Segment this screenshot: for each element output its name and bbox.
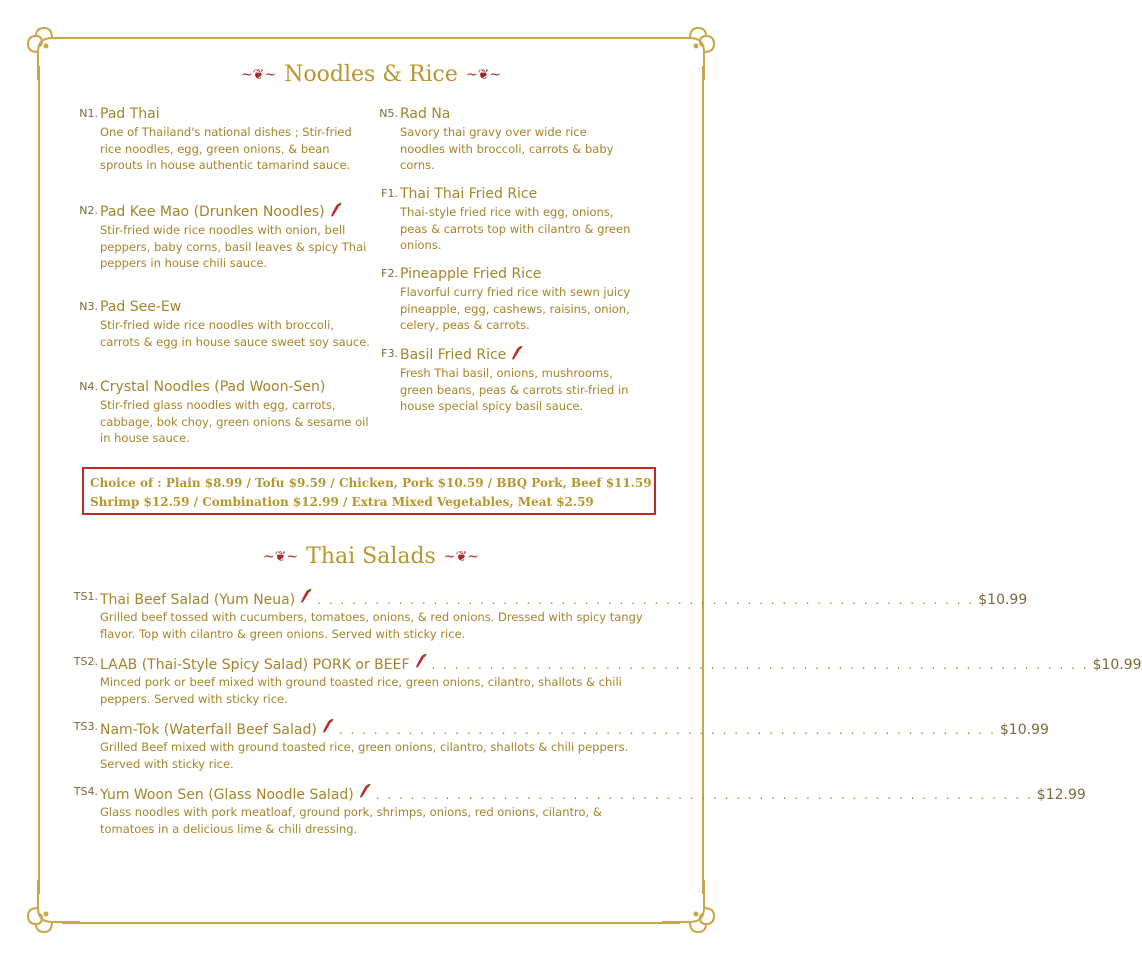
dot-leader: . . . . . . . . . . . . . . . . . . . . . . . . . . . . . . . . . . . . . . . . . . . . . . . . . . . . . . . . . (375, 788, 1033, 802)
item-code: TS1. (73, 590, 98, 603)
item-description: Minced pork or beef mixed with ground toasted rice, green onions, cilantro, shallots & chili peppers. Served with sticky rice. (100, 675, 622, 706)
corner-ornament-icon (660, 878, 720, 938)
menu-item-n4 (79, 378, 370, 447)
item-description: Savory thai gravy over wide rice noodles with broccoli, carrots & baby corns. (400, 125, 614, 172)
dot-leader: . . . . . . . . . . . . . . . . . . . . . . . . . . . . . . . . . . . . . . . . . . . . . . . . . . . . . . . . . (338, 723, 996, 737)
price-choice-box (82, 467, 656, 515)
frame-border-right (702, 66, 704, 894)
menu-item-ts3 (73, 718, 1049, 772)
item-code: TS4. (73, 785, 98, 798)
menu-item-ts2 (73, 653, 1142, 707)
menu-item-n2 (79, 202, 370, 272)
item-name: Thai Thai Fried Rice (400, 186, 538, 202)
choice-line-1: Choice of : Plain $8.99 / Tofu $9.59 / Chicken, Pork $10.59 / BBQ Pork, Beef $11.59 (90, 476, 652, 490)
menu-item-n5 (379, 105, 635, 174)
item-description: Fresh Thai basil, onions, mushrooms, green beans, peas & carrots stir-fried in house special spicy basil sauce. (400, 366, 629, 413)
chili-pepper-icon (510, 345, 524, 361)
section-title-text: Thai Salads (306, 544, 436, 569)
corner-ornament-icon (22, 878, 82, 938)
menu-item-f1 (381, 185, 635, 254)
frame-border-bottom (62, 922, 680, 924)
item-price: $10.99 (978, 592, 1028, 608)
section-title-text: Noodles & Rice (284, 62, 458, 87)
item-description: Stir-fried wide rice noodles with broccoli, carrots & egg in house sauce sweet soy sauce. (100, 318, 370, 349)
choice-line-2: Shrimp $12.59 / Combination $12.99 / Extra Mixed Vegetables, Meat $2.59 (90, 495, 594, 509)
menu-item-ts4 (73, 783, 1086, 837)
menu-item-f3 (381, 345, 635, 415)
menu-item-n1 (79, 105, 370, 174)
item-name: Crystal Noodles (Pad Woon-Sen) (100, 379, 326, 395)
item-description: Grilled beef tossed with cucumbers, tomatoes, onions, & red onions. Dressed with spicy tangy flavor. Top with cilantro & green onions. Served with sticky rice. (100, 610, 643, 641)
menu-item-f2 (381, 265, 635, 334)
dot-leader: . . . . . . . . . . . . . . . . . . . . . . . . . . . . . . . . . . . . . . . . . . . . . . . . . . . . . . . . . (431, 658, 1089, 672)
item-name: Rad Na (400, 106, 451, 122)
chili-pepper-icon (299, 588, 313, 604)
item-description: Flavorful curry fried rice with sewn juicy pineapple, egg, cashews, raisins, onion, celery, peas & carrots. (400, 285, 631, 332)
item-code: N4. (79, 380, 98, 393)
item-name-row (100, 653, 1142, 673)
scroll-ornament-icon: ~❦~ (240, 67, 277, 83)
item-name: Pad See-Ew (100, 299, 182, 315)
item-name: LAAB (Thai-Style Spicy Salad) PORK or BEEF (100, 657, 410, 673)
item-price: $10.99 (999, 722, 1049, 738)
chili-pepper-icon (358, 783, 372, 799)
scroll-ornament-icon: ~❦~ (262, 549, 299, 565)
chili-pepper-icon (329, 202, 343, 218)
item-code: N3. (79, 300, 98, 313)
item-price: $12.99 (1036, 787, 1086, 803)
item-code: F2. (381, 267, 398, 280)
item-code: F1. (381, 187, 398, 200)
item-code: TS2. (73, 655, 98, 668)
section-title-noodles-rice (0, 62, 742, 87)
item-code: N5. (379, 107, 398, 120)
chili-pepper-icon (321, 718, 335, 734)
item-name-row (400, 345, 635, 364)
item-code: N2. (79, 204, 98, 217)
item-name-row (100, 588, 1028, 608)
section-title-thai-salads (0, 544, 742, 569)
item-description: Glass noodles with pork meatloaf, ground pork, shrimps, onions, red onions, cilantro, & tomatoes in a delicious lime & chili dressing. (100, 805, 602, 836)
scroll-ornament-icon: ~❦~ (465, 67, 502, 83)
item-name: Basil Fried Rice (400, 347, 507, 363)
item-name: Pineapple Fried Rice (400, 266, 542, 282)
item-description: One of Thailand's national dishes ; Stir-fried rice noodles, egg, green onions, & bean sprouts in house authentic tamarind sauce. (100, 125, 352, 172)
menu-item-n3 (79, 298, 370, 350)
dot-leader: . . . . . . . . . . . . . . . . . . . . . . . . . . . . . . . . . . . . . . . . . . . . . . . . . . . . . . . . . (317, 593, 975, 607)
item-name-row (100, 783, 1086, 803)
item-code: TS3. (73, 720, 98, 733)
item-name-row (100, 202, 370, 221)
item-description: Grilled Beef mixed with ground toasted rice, green onions, cilantro, shallots & chili peppers. Served with sticky rice. (100, 740, 629, 771)
item-code: N1. (79, 107, 98, 120)
frame-border-top (62, 37, 680, 39)
item-description: Thai-style fried rice with egg, onions, peas & carrots top with cilantro & green onions. (400, 205, 631, 252)
item-name: Pad Kee Mao (Drunken Noodles) (100, 204, 325, 220)
item-name: Yum Woon Sen (Glass Noodle Salad) (100, 787, 354, 803)
menu-item-ts1 (73, 588, 1028, 642)
item-name-row (100, 718, 1049, 738)
frame-border-left (38, 66, 40, 894)
item-name: Nam-Tok (Waterfall Beef Salad) (100, 722, 317, 738)
item-description: Stir-fried glass noodles with egg, carrots, cabbage, bok choy, green onions & sesame oil in house sauce. (100, 398, 369, 445)
item-description: Stir-fried wide rice noodles with onion, bell peppers, baby corns, basil leaves & spicy Thai peppers in house chili sauce. (100, 223, 367, 270)
item-name: Pad Thai (100, 106, 160, 122)
chili-pepper-icon (414, 653, 428, 669)
item-name: Thai Beef Salad (Yum Neua) (100, 592, 296, 608)
scroll-ornament-icon: ~❦~ (443, 549, 480, 565)
item-price: $10.99 (1092, 657, 1142, 673)
item-code: F3. (381, 347, 398, 360)
